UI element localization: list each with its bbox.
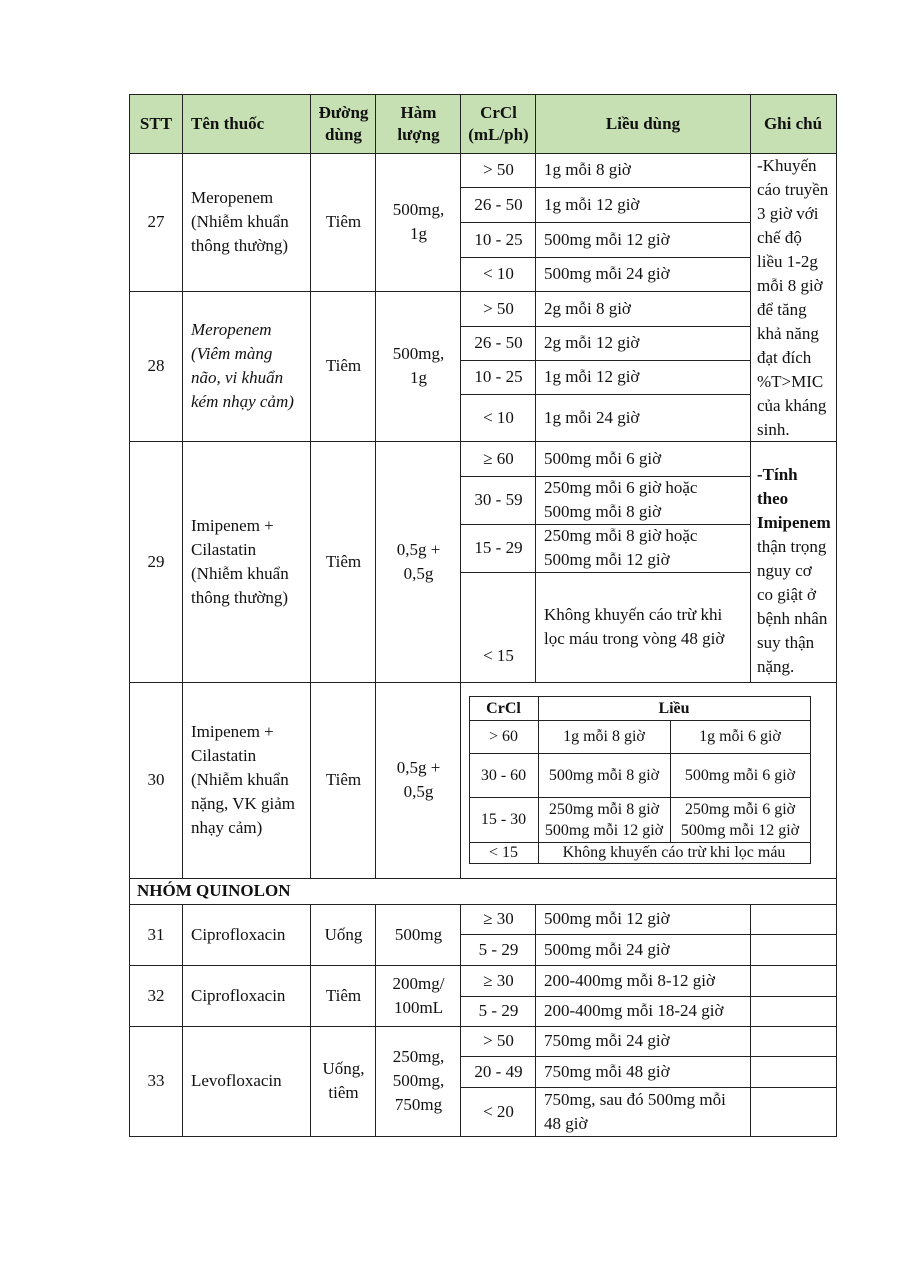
table-border (461, 524, 750, 525)
inner-crcl-cell: < 15 (488, 844, 519, 861)
row-stt: 30 (147, 770, 165, 789)
row-drug-name: Imipenem + Cilastatin (Nhiễm khuẩn thông thường) (191, 515, 289, 607)
inner-border (469, 797, 810, 798)
dose-cell: Không khuyến cáo trừ khi lọc máu trong vòng 48 giờ (544, 605, 725, 648)
table-border (461, 394, 750, 395)
dose-cell: 500mg mỗi 24 giờ (544, 939, 670, 959)
table-border (129, 682, 837, 683)
crcl-cell: 20 - 49 (474, 1061, 523, 1081)
row-drug-name: Ciprofloxacin (191, 924, 286, 944)
inner-border (670, 720, 671, 842)
table-border (129, 94, 837, 95)
inner-crcl-cell: 30 - 60 (480, 766, 527, 784)
inner-dose-cell: Không khuyến cáo trừ khi lọc máu (562, 844, 786, 861)
dose-cell: 750mg, sau đó 500mg mỗi 48 giờ (544, 1089, 726, 1133)
table-border (461, 572, 750, 573)
crcl-cell: 26 - 50 (474, 194, 523, 214)
crcl-cell: < 20 (483, 1101, 514, 1121)
row-route: Tiêm (325, 551, 362, 571)
row-route: Tiêm (325, 770, 362, 789)
dose-cell: 750mg mỗi 24 giờ (544, 1031, 670, 1050)
row-drug-name: Meropenem (Nhiễm khuẩn thông thường) (191, 188, 289, 255)
dose-cell: 1g mỗi 12 giờ (544, 367, 640, 386)
row-drug-name: Levofloxacin (191, 1071, 282, 1090)
crcl-cell: 30 - 59 (474, 490, 523, 509)
dose-cell: 1g mỗi 12 giờ (544, 194, 640, 214)
dose-cell: 500mg mỗi 24 giờ (544, 264, 670, 283)
dose-cell: 2g mỗi 8 giờ (544, 298, 631, 318)
table-border (461, 1056, 837, 1057)
table-border (836, 94, 837, 1137)
row-route: Tiêm (325, 985, 362, 1005)
table-border (460, 94, 461, 878)
row-drug-name: Imipenem + Cilastatin (Nhiễm khuẩn nặng, VK giảm nhạy cảm) (191, 722, 296, 837)
dose-cell: 250mg mỗi 6 giờ hoặc 500mg mỗi 8 giờ (544, 478, 698, 521)
dose-cell: 500mg mỗi 12 giờ (544, 909, 670, 928)
table-border (182, 94, 183, 878)
row-strength: 200mg/ 100mL (392, 973, 445, 1017)
inner-crcl-cell: > 60 (488, 728, 519, 745)
dose-cell: 250mg mỗi 8 giờ hoặc 500mg mỗi 12 giờ (544, 526, 698, 569)
dose-cell: 2g mỗi 12 giờ (544, 333, 640, 352)
note-imipenem-text: thận trọng nguy cơ co giật ở bệnh nhân suy thận nặng. (757, 537, 828, 676)
table-border (129, 878, 837, 879)
row-stt: 32 (147, 985, 165, 1005)
inner-dose-cell: 500mg mỗi 6 giờ (684, 766, 796, 784)
row-route: Uống, tiêm (322, 1059, 365, 1102)
table-border (461, 360, 750, 361)
inner-border (469, 720, 810, 721)
crcl-cell: < 15 (483, 646, 514, 665)
table-border (461, 476, 750, 477)
crcl-cell: > 50 (483, 1031, 514, 1050)
dose-cell: 750mg mỗi 48 giờ (544, 1061, 670, 1081)
table-border (461, 326, 750, 327)
header-dose: Liều dùng (536, 95, 750, 153)
dose-cell: 1g mỗi 8 giờ (544, 160, 631, 179)
inner-border (810, 696, 811, 864)
table-border (461, 1087, 837, 1088)
table-border (461, 257, 750, 258)
crcl-cell: ≥ 30 (483, 970, 514, 990)
table-border (750, 904, 751, 1136)
table-border (129, 153, 837, 154)
inner-border (469, 696, 810, 697)
table-border (129, 441, 837, 442)
table-border (375, 904, 376, 1136)
header-drug-name: Tên thuốc (183, 95, 311, 153)
inner-border (469, 696, 470, 864)
table-border (310, 94, 311, 878)
inner-border (469, 753, 810, 754)
row-strength: 500mg (394, 924, 443, 944)
inner-crcl-cell: 15 - 30 (480, 811, 527, 828)
crcl-cell: > 50 (483, 160, 514, 179)
inner-border (469, 863, 810, 864)
row-stt: 27 (147, 212, 165, 231)
dose-cell: 200-400mg mỗi 8-12 giờ (544, 970, 715, 990)
table-border (129, 291, 751, 292)
table-border (461, 222, 750, 223)
crcl-cell: 15 - 29 (474, 538, 523, 557)
note-meropenem: -Khuyến cáo truyền 3 giờ với chế độ liều 1-2g mỗi 8 giờ để tăng khả năng đạt đích %T>MIC của kháng sinh. (757, 156, 829, 439)
row-stt: 28 (147, 356, 165, 375)
header-note: Ghi chú (750, 95, 836, 153)
row-stt: 31 (147, 924, 165, 944)
row-route: Uống (324, 924, 363, 944)
inner-dose-cell: 250mg mỗi 8 giờ 500mg mỗi 12 giờ (544, 800, 664, 839)
crcl-cell: > 50 (483, 298, 514, 318)
table-border (461, 187, 750, 188)
inner-dose-cell: 1g mỗi 8 giờ (563, 728, 645, 745)
note-imipenem (750, 463, 836, 679)
group-title: NHÓM QUINOLON (137, 881, 291, 900)
row-strength: 0,5g + 0,5g (396, 758, 441, 801)
table-border (750, 94, 751, 682)
inner-head-dose: Liều (658, 699, 690, 717)
inner-dose-cell: 500mg mỗi 8 giờ (548, 766, 660, 784)
table-border (461, 996, 837, 997)
table-border (129, 904, 837, 905)
row-strength: 0,5g + 0,5g (396, 539, 441, 583)
table-border (129, 965, 837, 966)
inner-head-crcl: CrCl (486, 699, 521, 717)
header-stt: STT (129, 95, 183, 153)
table-border (129, 1136, 837, 1137)
note-imipenem-bold: -Tính theo Imipenem (757, 465, 831, 532)
inner-border (469, 842, 810, 843)
crcl-cell: 10 - 25 (474, 367, 523, 386)
table-border (461, 934, 837, 935)
row-strength: 500mg, 1g (392, 344, 445, 387)
header-strength: Hàm lượng (376, 95, 461, 153)
row-route: Tiêm (325, 212, 362, 231)
table-border (129, 94, 130, 1137)
crcl-cell: < 10 (483, 264, 514, 283)
row-route: Tiêm (325, 356, 362, 375)
row-strength: 500mg, 1g (392, 200, 445, 243)
inner-dose-cell: 250mg mỗi 6 giờ 500mg mỗi 12 giờ (680, 800, 800, 839)
dose-cell: 500mg mỗi 12 giờ (544, 229, 670, 249)
row-stt: 29 (147, 551, 165, 571)
row-stt: 33 (147, 1071, 165, 1090)
dose-cell: 500mg mỗi 6 giờ (544, 448, 662, 468)
crcl-cell: ≥ 30 (483, 909, 514, 928)
header-route: Đường dùng (311, 95, 376, 153)
crcl-cell: 5 - 29 (478, 1001, 519, 1020)
dose-cell: 1g mỗi 24 giờ (544, 407, 640, 427)
crcl-cell: 26 - 50 (474, 333, 523, 352)
inner-dose-cell: 1g mỗi 6 giờ (699, 728, 781, 745)
table-border (535, 94, 536, 682)
table-border (310, 904, 311, 1136)
crcl-cell: 5 - 29 (478, 939, 519, 959)
row-drug-name: Ciprofloxacin (191, 985, 286, 1005)
crcl-cell: ≥ 60 (483, 448, 514, 468)
dose-cell: 200-400mg mỗi 18-24 giờ (544, 1001, 724, 1020)
table-border (182, 904, 183, 1136)
crcl-cell: < 10 (483, 407, 514, 427)
table-border (460, 904, 461, 1136)
table-border (129, 1026, 837, 1027)
table-border (535, 904, 536, 1136)
inner-border (538, 696, 539, 864)
header-crcl: CrCl (mL/ph) (461, 95, 536, 153)
crcl-cell: 10 - 25 (474, 229, 523, 249)
table-border (375, 94, 376, 878)
row-strength: 250mg, 500mg, 750mg (392, 1047, 445, 1114)
row-drug-name: Meropenem (Viêm màng não, vi khuẩn kém nhạy cảm) (191, 320, 294, 411)
